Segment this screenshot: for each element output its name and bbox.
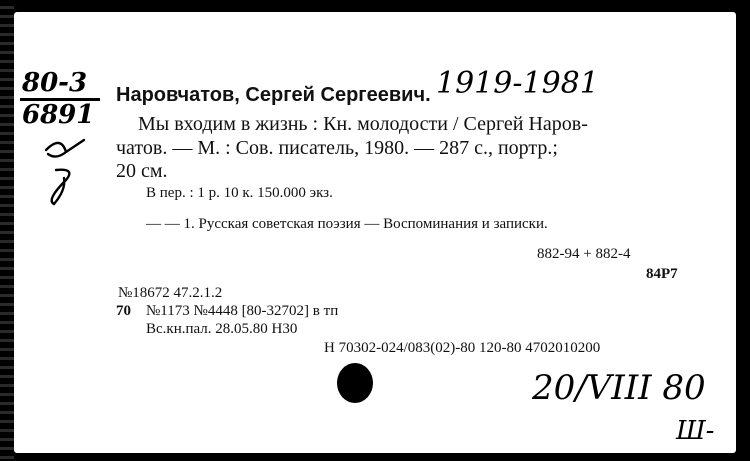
tech-line-3: Вс.кн.пал. 28.05.80 Н30 [146,321,298,337]
handwritten-mark-icon [36,130,96,210]
tech-line-2: №1173 №4448 [80-32702] в тп [146,303,339,319]
tech-line-2-prefix: 70 [116,303,131,319]
handwritten-life-years: 1919-1981 [436,66,599,101]
title-line-3: 20 см. [116,160,168,182]
handwritten-initials: Ш- [676,416,715,446]
handwritten-call-number-top: 80-3 [22,68,88,98]
tech-line-1: №18672 47.2.1.2 [118,285,223,301]
classification-code-2: 84Р7 [646,266,678,282]
tech-line-4: Н 70302-024/083(02)-80 120-80 4702010200 [324,340,601,356]
catalog-card [14,12,736,453]
handwritten-date-note: 20/VIII 80 [532,368,706,408]
handwritten-call-number-bottom: 6891 [22,100,95,130]
author-heading: Наровчатов, Сергей Сергеевич. [116,84,431,106]
card-punch-hole [337,363,373,403]
title-line-2: чатов. — М. : Сов. писатель, 1980. — 287 с., портр.; [116,137,558,159]
scan-edge [0,0,14,461]
title-line-1: Мы входим в жизнь : Кн. молодости / Сергей Наров- [138,113,588,135]
price-and-print-run: В пер. : 1 р. 10 к. 150.000 экз. [146,185,333,201]
classification-codes: 882-94 + 882-4 [537,246,631,262]
subject-tracing: — — 1. Русская советская поэзия — Воспоминания и записки. [146,216,548,232]
